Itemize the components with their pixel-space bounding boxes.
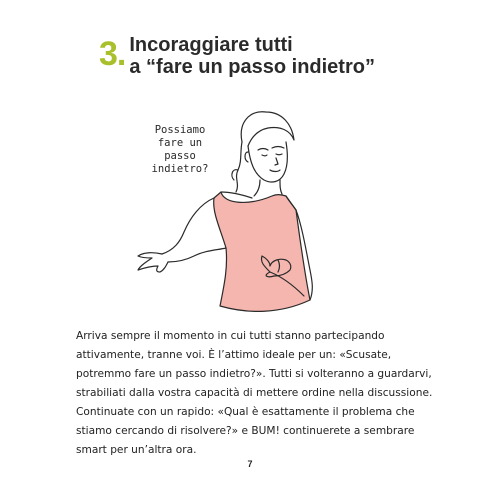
section-number: 3.: [99, 35, 126, 73]
face-outline: [248, 142, 287, 182]
speech-line-3: indietro?: [151, 163, 209, 175]
left-arm: [162, 198, 214, 254]
hair: [241, 112, 294, 146]
section-title-line-2: a “fare un passo indietro”: [129, 56, 375, 78]
speech-line-2: fare un passo: [157, 137, 203, 162]
left-hand: [138, 253, 168, 272]
section-heading: [99, 34, 375, 78]
section-title-line-1: Incoraggiare tutti: [129, 34, 293, 56]
woman-illustration: [120, 100, 330, 322]
body-paragraph: Arriva sempre il momento in cui tutti stanno partecipando attivamente, tranne voi. È l’attimo ideale per un: «Scusate, potremmo fare un passo indietro?». Tutti si volteranno a guardarvi, strabiliati dalla vostra capacità di mettere ordine nella discussione. Continuate con un rapido: «Qual è esattamente il problema che stiamo cercando di risolvere?» e BUM! continuerete a sembrare smart per un’altra ora.: [76, 330, 433, 456]
page-number: 7: [247, 459, 253, 469]
section-title: [129, 34, 375, 78]
speech-line-1: Possiamo: [154, 124, 206, 136]
hair-back: [236, 142, 242, 192]
